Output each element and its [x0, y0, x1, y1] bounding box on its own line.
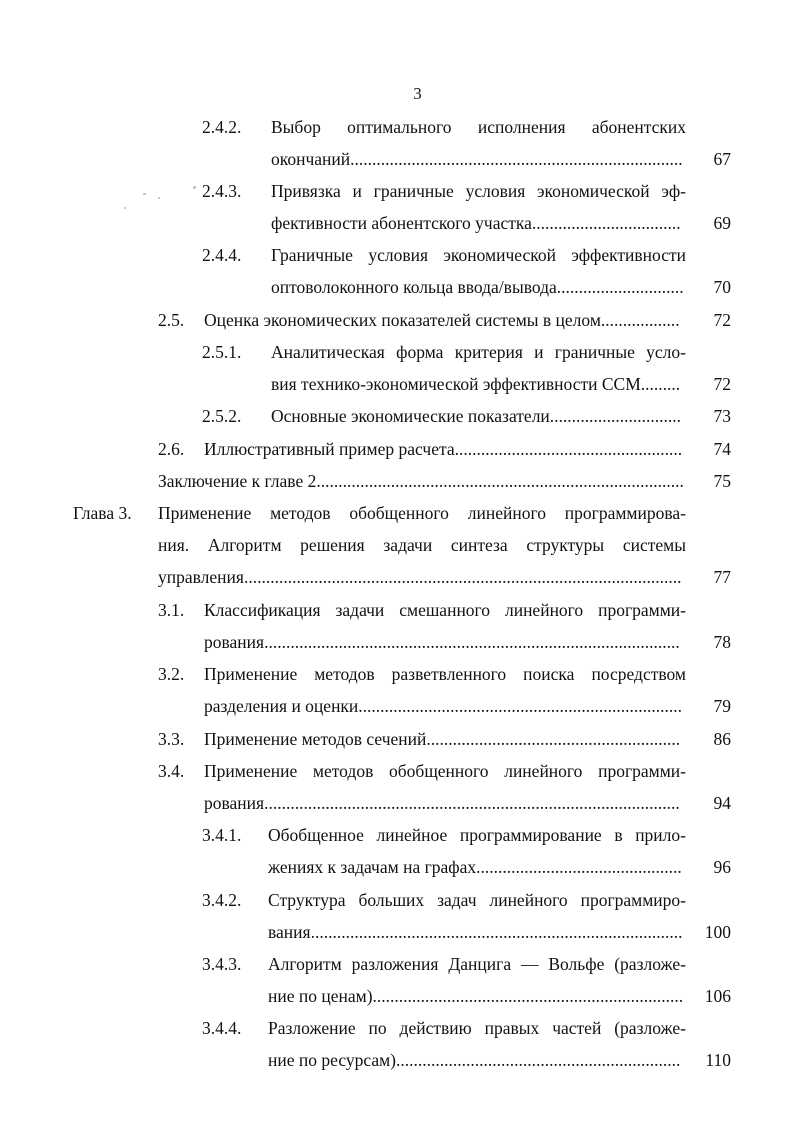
toc-entry-text: оптоволоконного кольца ввода/вывода [271, 277, 557, 297]
scan-speck [143, 193, 146, 195]
toc-entry-text: Привязка и граничные условия экономической эф- [271, 181, 686, 201]
dot-leader: .................................................................................................... [243, 567, 682, 587]
toc-page-number: 106 [704, 986, 731, 1006]
toc-entry-number: 2.5. [158, 310, 185, 330]
toc-entry-text: рования [204, 632, 265, 652]
toc-entry-title[interactable] [271, 244, 686, 266]
toc-entry-text: Заключение к главе 2 [158, 471, 317, 491]
toc-entry-title[interactable] [271, 212, 681, 234]
toc-entry-text: Применение методов обобщенного линейного программи- [204, 761, 686, 781]
toc-page-number: 73 [713, 406, 731, 426]
dot-leader: .................................................... [454, 439, 683, 459]
toc-entry-title[interactable] [158, 470, 684, 492]
toc-entry-text: управления [158, 567, 244, 587]
toc-entry-text: Иллюстративный пример расчета [204, 439, 455, 459]
page-number: 3 [413, 84, 422, 103]
toc-entry-number: 3.4. [158, 761, 185, 781]
toc-page-number: 78 [713, 632, 731, 652]
toc-entry-title[interactable] [271, 148, 683, 170]
toc-entry-title[interactable] [268, 824, 686, 846]
toc-entry-text: разделения и оценки [204, 696, 359, 716]
toc-chapter-label: Глава 3. [73, 503, 132, 523]
toc-entry-text: окончаний [271, 149, 351, 169]
toc-entry-title[interactable] [271, 405, 681, 427]
dot-leader: ..................................................................................... [310, 922, 683, 942]
toc-entry-text: Классификация задачи смешанного линейного программи- [204, 600, 686, 620]
toc-page-number: 94 [713, 793, 731, 813]
toc-page-number: 77 [713, 567, 731, 587]
toc-entry-text: Основные экономические показатели [271, 406, 550, 426]
dot-leader: .................. [600, 310, 680, 330]
toc-page-number: 72 [713, 310, 731, 330]
toc-entry-title[interactable] [271, 116, 686, 138]
toc-entry-text: Алгоритм разложения Данцига — Вольфе (разложе- [268, 954, 686, 974]
toc-entry-number: 3.3. [158, 729, 185, 749]
toc-entry-title[interactable] [271, 373, 680, 395]
dot-leader: .............................. [549, 406, 682, 426]
toc-entry-title[interactable] [268, 1049, 680, 1071]
dot-leader: .......................................................................... [358, 696, 683, 716]
toc-entry-number: 3.2. [158, 664, 185, 684]
toc-page-number: 70 [713, 277, 731, 297]
toc-entry-number: 3.4.4. [202, 1018, 242, 1038]
toc-entry-text: Оценка экономических показателей системы в целом [204, 310, 601, 330]
toc-entry-title[interactable] [268, 985, 683, 1007]
dot-leader: ................................................................. [396, 1050, 681, 1070]
toc-entry-number: 2.6. [158, 439, 185, 459]
toc-entry-title[interactable] [204, 695, 682, 717]
dot-leader: ....................................................................... [372, 986, 684, 1006]
toc-entry-number: 2.5.1. [202, 342, 242, 362]
toc-page-number: 72 [713, 374, 731, 394]
toc-page-number: 100 [704, 922, 731, 942]
dot-leader: .................................................................................... [316, 471, 684, 491]
toc-entry-number: 3.4.3. [202, 954, 242, 974]
toc-entry-text: Обобщенное линейное программирование в прило- [268, 825, 686, 845]
toc-page-number: 110 [705, 1050, 731, 1070]
toc-entry-number: 2.5.2. [202, 406, 242, 426]
toc-entry-text: жениях к задачам на графах [268, 857, 477, 877]
toc-entry-text: Выбор оптимального исполнения абонентских [271, 117, 686, 137]
scan-speck [124, 207, 126, 209]
toc-entry-text: Применение методов сечений [204, 729, 427, 749]
dot-leader: ............................................................................................... [264, 632, 680, 652]
toc-entry-title[interactable] [204, 728, 680, 750]
toc-entry-text: Применение методов разветвленного поиска посредством [204, 664, 686, 684]
toc-page-number: 67 [713, 149, 731, 169]
toc-page-number: 74 [713, 439, 731, 459]
toc-entry-text: фективности абонентского участка [271, 213, 532, 233]
toc-entry-title[interactable] [204, 792, 680, 814]
dot-leader: ............................................................................ [350, 149, 683, 169]
toc-entry-number: 2.4.4. [202, 245, 242, 265]
toc-entry-title[interactable] [204, 599, 686, 621]
dot-leader: ...... [653, 374, 681, 394]
toc-entry-title[interactable] [268, 889, 686, 911]
toc-entry-number: 3.1. [158, 600, 185, 620]
toc-entry-text: рования [204, 793, 265, 813]
toc-page-number: 96 [713, 857, 731, 877]
toc-entry-text: ние по ресурсам) [268, 1050, 397, 1070]
toc-page-number: 69 [713, 213, 731, 233]
toc-entry-text: Граничные условия экономической эффективности [271, 245, 686, 265]
toc-entry-number: 2.4.3. [202, 181, 242, 201]
toc-entry-title[interactable] [271, 276, 684, 298]
dot-leader: .......................................................... [426, 729, 681, 749]
toc-entry-title[interactable] [158, 502, 686, 524]
dot-leader: ............................................... [476, 857, 682, 877]
toc-entry-text: ния. Алгоритм решения задачи синтеза структуры системы [158, 535, 686, 555]
toc-entry-text: вания [268, 922, 311, 942]
toc-entry-number: 3.4.2. [202, 890, 242, 910]
toc-entry-title[interactable] [158, 566, 681, 588]
toc-entry-text: Аналитическая форма критерия и граничные усло- [271, 342, 686, 362]
dot-leader: .................................. [531, 213, 681, 233]
toc-page-number: 86 [713, 729, 731, 749]
toc-page-number: 79 [713, 696, 731, 716]
toc-entry-title[interactable] [204, 663, 686, 685]
toc-entry-title[interactable] [158, 534, 686, 556]
dot-leader: ............................................................................................... [264, 793, 680, 813]
toc-entry-title[interactable] [204, 760, 686, 782]
toc-entry-title[interactable] [268, 921, 682, 943]
toc-entry-title[interactable] [271, 341, 686, 363]
toc-entry-text: Структура больших задач линейного программиро- [268, 890, 686, 910]
toc-entry-title[interactable] [204, 438, 682, 460]
toc-entry-number: 3.4.1. [202, 825, 242, 845]
toc-entry-title[interactable] [271, 180, 686, 202]
scan-speck [158, 197, 160, 199]
toc-entry-title[interactable] [268, 856, 682, 878]
toc-entry-title[interactable] [268, 953, 686, 975]
toc-page-number: 75 [713, 471, 731, 491]
scan-speck [193, 186, 196, 189]
toc-entry-title[interactable] [204, 309, 680, 331]
toc-entry-text: ние по ценам) [268, 986, 373, 1006]
toc-entry-title[interactable] [268, 1017, 686, 1039]
toc-entry-number: 2.4.2. [202, 117, 242, 137]
toc-entry-title[interactable] [204, 631, 680, 653]
dot-leader: ............................. [556, 277, 684, 297]
toc-entry-text: вия технико-экономической эффективности ССМ... [271, 374, 654, 394]
toc-entry-text: Применение методов обобщенного линейного программирова- [158, 503, 686, 523]
toc-entry-text: Разложение по действию правых частей (разложе- [268, 1018, 686, 1038]
